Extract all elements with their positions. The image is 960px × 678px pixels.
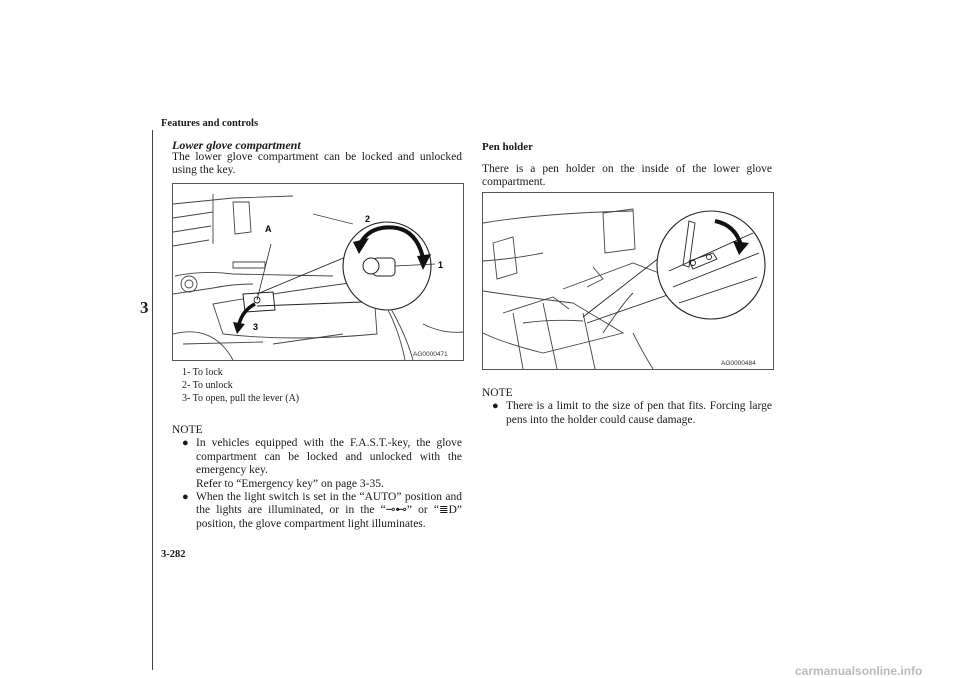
watermark-link[interactable]: carmanualsonline.info <box>795 664 923 678</box>
figure-code: AG0000471 <box>413 351 448 358</box>
note-label: NOTE <box>482 387 513 399</box>
note-item: ● There is a limit to the size of pen that fits. Forcing large pens into the holder could cause damage. <box>492 400 772 426</box>
pen-holder-figure <box>482 192 774 370</box>
glove-compartment-figure <box>172 183 464 361</box>
figure-label-1: 1 <box>438 260 444 270</box>
bullet-icon: ● <box>492 400 499 413</box>
caption-unlock: 2- To unlock <box>182 380 233 391</box>
figure-code: AG0000484 <box>721 360 756 367</box>
section-title-glove-compartment: Lower glove compartment <box>172 138 301 152</box>
figure-label-a: A <box>265 224 272 234</box>
note-item: ● In vehicles equipped with the F.A.S.T.-key, the glove compartment can be locked and unlocked with the emergency key. Refer to “Emergency key” on page 3-35. <box>182 437 462 490</box>
pen-holder-illustration <box>483 193 773 369</box>
glove-compartment-intro: The lower glove compartment can be locked and unlocked using the key. <box>172 151 462 177</box>
figure-captions <box>182 366 299 405</box>
bullet-icon: ● <box>182 491 189 504</box>
notes-pen-holder <box>482 387 772 427</box>
section-title-pen-holder: Pen holder <box>482 141 534 153</box>
caption-open: 3- To open, pull the lever (A) <box>182 393 300 404</box>
running-header: Features and controls <box>161 118 259 129</box>
page-number: 3-282 <box>161 549 186 560</box>
bullet-icon: ● <box>182 437 189 450</box>
glove-compartment-illustration <box>173 184 463 360</box>
note-item: ● When the light switch is set in the “AUTO” position and the lights are illuminated, or in the “⊸⊷” or “≣D” position, the glove compartment light illuminates. <box>182 491 462 530</box>
figure-label-3: 3 <box>253 322 259 332</box>
figure-label-2: 2 <box>365 214 371 224</box>
note-label: NOTE <box>172 424 203 436</box>
pen-holder-intro: There is a pen holder on the inside of the lower glove compartment. <box>482 163 772 189</box>
chapter-number: 3 <box>140 298 149 317</box>
chapter-divider <box>152 130 153 670</box>
notes-glove-compartment <box>172 424 462 531</box>
caption-lock: 1- To lock <box>182 367 223 378</box>
